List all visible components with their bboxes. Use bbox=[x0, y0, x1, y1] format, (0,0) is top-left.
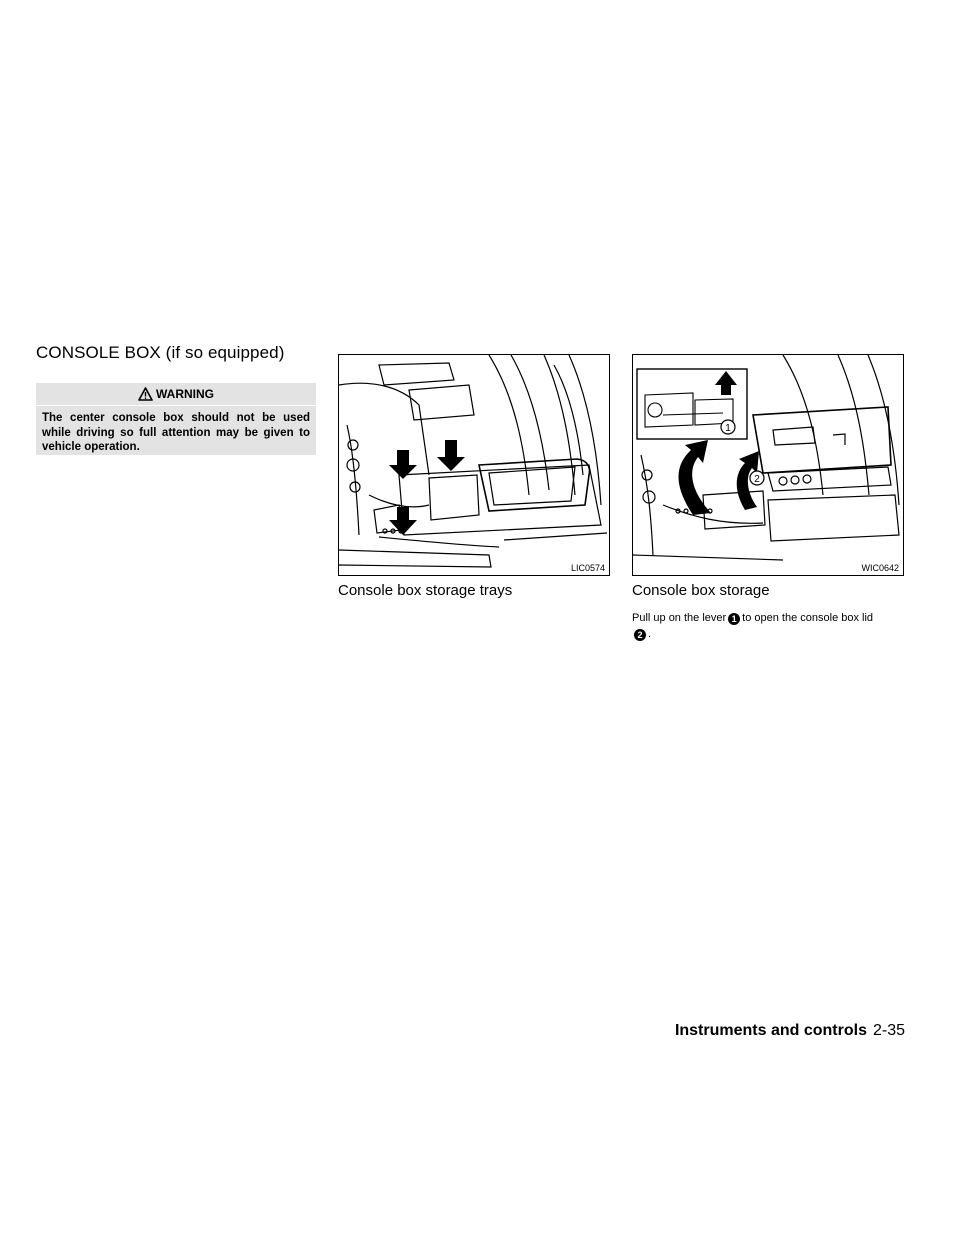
warning-header bbox=[36, 383, 316, 405]
warning-triangle-icon bbox=[138, 387, 153, 401]
console-trays-illustration bbox=[339, 355, 610, 576]
figure-code: LIC0574 bbox=[570, 563, 605, 573]
page-footer bbox=[675, 1022, 905, 1040]
ref-marker-2: 2 bbox=[634, 629, 646, 641]
section-title-main: CONSOLE BOX bbox=[36, 343, 161, 362]
footer-section-name: Instruments and controls bbox=[674, 1022, 867, 1039]
instruction-part: Pull up on the lever bbox=[632, 612, 727, 624]
callout-1: 1 bbox=[725, 423, 731, 434]
warning-box bbox=[36, 383, 316, 455]
page-number: 2-35 bbox=[872, 1022, 905, 1039]
ref-marker-1: 1 bbox=[728, 613, 740, 625]
warning-heading: WARNING bbox=[156, 387, 214, 401]
figure-storage-trays bbox=[338, 354, 610, 576]
section-title-suffix: (if so equipped) bbox=[160, 343, 285, 362]
instruction-text bbox=[632, 610, 904, 642]
section-title bbox=[36, 343, 284, 363]
figure-caption: Console box storage bbox=[632, 582, 770, 599]
instruction-part: to open the console box lid bbox=[742, 612, 874, 624]
figure-console-storage bbox=[632, 354, 904, 576]
warning-text: The center console box should not be used while driving so full attention may be given to vehicle operation. bbox=[42, 412, 310, 453]
instruction-part: . bbox=[648, 628, 652, 640]
figure-caption: Console box storage trays bbox=[338, 582, 513, 599]
figure-code: WIC0642 bbox=[861, 563, 899, 573]
callout-2: 2 bbox=[754, 474, 760, 485]
console-storage-illustration bbox=[633, 355, 904, 576]
